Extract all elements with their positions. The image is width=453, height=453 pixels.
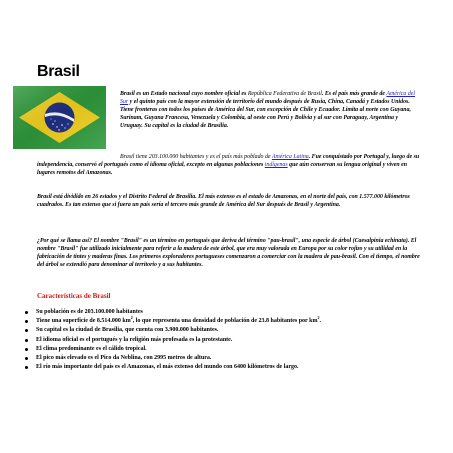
list-item: Su población es de 203.100.000 habitantes (24, 308, 424, 317)
list-item: Su capital es la ciudad de Brasilia, que cuenta con 3.900.000 habitantes. (24, 326, 424, 335)
link-indigenas[interactable]: indígenas (264, 162, 288, 169)
facts-list (24, 308, 424, 372)
brazil-flag-image (13, 86, 106, 149)
list-item: El pico más elevado es el Pico da Neblina, con 2995 metros de altura. (24, 354, 424, 363)
section-title: Características de Brasil (37, 292, 111, 300)
link-america-latina[interactable]: América Latina (271, 154, 309, 160)
list-item: El idioma oficial es el portugués y la religión más profesada es la protestante. (24, 336, 424, 345)
list-item: Tiene una superficie de 8.514.000 $km^2$, lo que representa una densidad de población de 23.8 habitantes por $km^2$. (24, 317, 424, 326)
list-item: El río más importante del país es el Amazonas, el más extenso del mundo con 6400 kilómetros de largo. (24, 363, 424, 372)
intro-paragraph-1: Brasil es un Estado nacional cuyo nombre oficial es República Federativa de Brasil. Es el país más grande de América del Sur y el quinto país con la mayor extensión de territorio del mundo después de Rusia, China, Canadá y Estados Unidos. Tiene fronteras con todos los países de América del Sur, con excepción de Chile y Ecuador. Limita al norte con Guyana, Surinam, Guyana Francesa, Venezuela y Colombia, al oeste con Perú y Bolivia y al sur con Paraguay, Argentina y Uruguay. Su capital es la ciudad de Brasilia. (120, 91, 416, 130)
paragraph-estados: Brasil está dividido en 26 estados y el Distrito Federal de Brasilia. El más extenso es el estado de Amazonas, en el norte del país, con 1.577.000 kilómetros cuadrados. Es tan extenso que si fuera un país sería el tercero más grande de América del Sur después de Brasil y Argentina. (37, 194, 410, 209)
page-title: Brasil (37, 63, 80, 80)
link-america-del-sur[interactable]: América del Sur (120, 91, 416, 106)
list-item: El clima predominante es el cálido tropical. (24, 345, 424, 354)
paragraph-nombre: ¿Por qué se llama así? El nombre "Brasil" es un término en portugués que deriva del término "pau-brasil", una especie de árbol (Caesalpinia echinata). El nombre "Brasil" fue utilizado inicialmente para referir a la madera de este árbol, que era muy valorada en Europa por su color rojizo y su utilidad en la fabricación de tintes y maderas finas. Los primeros exploradores portugueses comenzaron a comerciar con la madera de pau-brasil. Con el tiempo, el nombre del árbol se extendió para denominar al territorio y a sus habitantes. (37, 238, 420, 269)
intro-paragraph-2: Brasil tiene 203.100.000 habitantes y es el país más poblado de América Latina. Fue conquistado por Portugal y, luego de su independencia, conservó el portugués como el idioma oficial, excepto en algunas poblaciones indígenas que aún conservan su lengua original y viven en lugares remotos del Amazonas. (37, 154, 420, 177)
intro-text (120, 90, 420, 136)
